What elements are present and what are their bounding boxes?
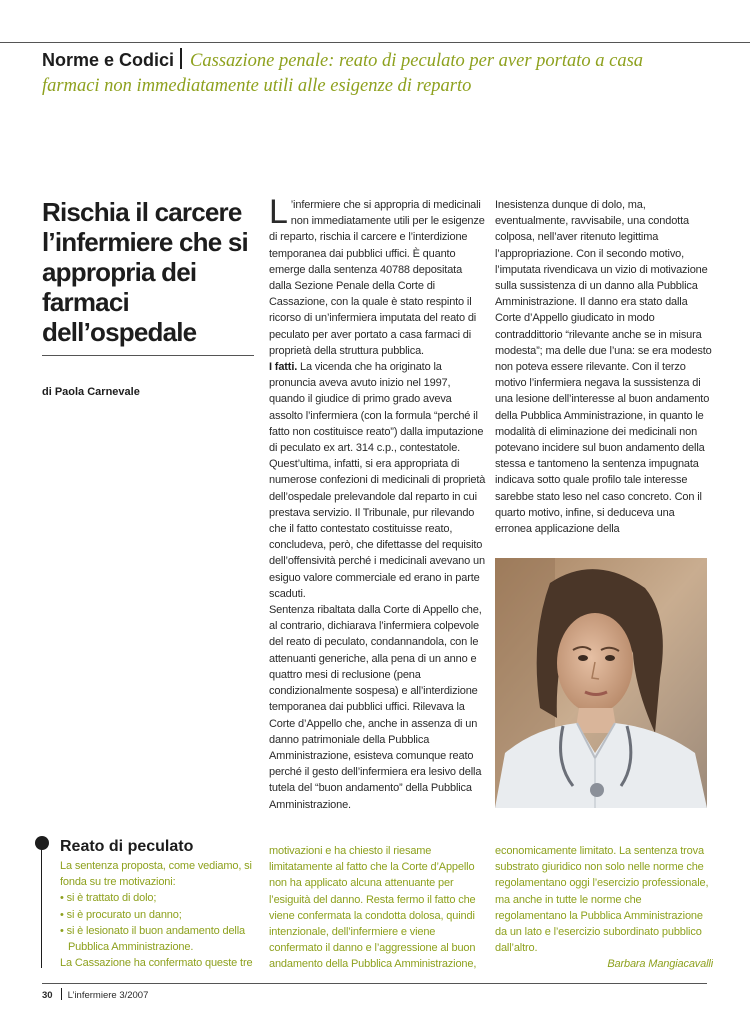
sidebar-column-2 [269, 843, 487, 970]
footer-rule [42, 983, 707, 984]
header-divider [180, 48, 182, 69]
fatti-heading: I fatti. [269, 361, 298, 374]
sidebar-col3-text: economicamente limitato. La sentenza trova substrato giuridico non solo nelle norme che regolamentano oggi l’esercizio professionale, ma anche in tutte le norme che regolamentano la Pubblica Amministrazione da un lato e l’esercizio subordinato pubblico dall’altro. [495, 845, 709, 955]
section-topic: Cassazione penale: reato di peculato per aver portato a casa farmaci non immediatamente utili alle esigenze di reparto [42, 51, 644, 96]
sidebar-column-3 [495, 843, 713, 970]
sidebar-bullet-marker [35, 836, 49, 850]
nurse-photo [495, 558, 707, 808]
page-number: 30 [42, 990, 53, 1001]
title-rule [42, 355, 254, 356]
byline: di Paola Carnevale [42, 386, 140, 398]
sidebar-column-1 [60, 858, 260, 970]
sidebar-title: Reato di peculato [60, 838, 194, 855]
sidebar-list [60, 890, 260, 955]
footer-divider [61, 988, 62, 1000]
page-footer [42, 988, 148, 1001]
section-name: Norme e Codici [42, 50, 175, 70]
sidebar-col2-text: motivazioni e ha chiesto il riesame limitatamente al fatto che la Corte d’Appello non ha applicato alcuna attenuante per l’esiguità del danno. Resta fermo il fatto che viene confermata la condotta dolosa, quindi intenzionale, dell’infermiere e viene confermato il danno e l’aggressione al buon andamento della Pubblica Amministrazione, [269, 845, 477, 970]
paragraph-fatti [269, 359, 487, 602]
article-title: Rischia il carcere l’infermiere che si appropria dei farmaci dell’ospedale [42, 197, 248, 347]
list-item: • si è procurato un danno; [60, 908, 182, 921]
sidebar-intro: La sentenza proposta, come vediamo, si fonda su tre motivazioni: [60, 860, 252, 889]
page-header [42, 48, 692, 99]
article-column-1 [269, 197, 487, 809]
paragraph-intro [269, 197, 487, 359]
paragraph-motivi: Inesistenza dunque di dolo, ma, eventualmente, ravvisabile, una condotta colposa, nell’aver ritenuto legittima l’appropriazione. Con il secondo motivo, l’imputata rivendicava un vizio di motivazione sulla sussistenza di un danno alla Pubblica Amministrazione. Il danno era stato dalla Corte d’Appello giudicato in modo contraddittorio “rilevante anche se in misura modesta”; ma delle due l’una: se era modesto non poteva essere rilevante. Con il terzo motivo l’infermiera negava la sussistenza di una lesione dell’interesse al buon andamento della Pubblica Amministrazione, in quanto le modalità di eliminazione dei medicinali non potevano incidere sul buon andamento della stessa e tantomeno la sentenza impugnata indicava sotto quale profilo tale interesse sarebbe stato leso nel caso concreto. Con il quarto motivo, infine, si deduceva una erronea applicazione della [495, 199, 712, 536]
sidebar-rule [41, 848, 42, 968]
list-item: • si è trattato di dolo; [60, 892, 157, 905]
sidebar-col1-end: La Cassazione ha confermato queste tre [60, 957, 253, 970]
list-item: • si è lesionato il buon andamento della Pubblica Amministrazione. [60, 924, 245, 954]
intro-text: ’infermiere che si appropria di medicinali non immediatamente utili per le esigenze di reparto, rischia il carcere e l’interdizione temporanea dai pubblici uffici. È quanto emerge dalla sentenza 40788 depositata dalla Sezione Penale della Corte di Cassazione, con la quale è stato respinto il ricorso di un’infermiera imputata del reato di peculato per aver portato a casa farmaci di proprietà della struttura pubblica. [269, 199, 485, 357]
publication-name: L’infermiere 3/2007 [67, 990, 149, 1001]
fatti-text: La vicenda che ha originato la pronuncia aveva avuto inizio nel 1997, quando il giudice di primo grado aveva assolto l’infermiera (con la formula “perché il fatto non costituisce reato”) dalla imputazione di peculato ex art. 314 c.p., contestatole. Quest’ultima, infatti, si era appropriata di numerose confezioni di medicinali di proprietà dell’ospedale prelevandole dal reparto in cui prestava servizio. Il Tribunale, pur rilevando che il fatto contestato costituisse reato, concludeva, però, che difettasse del requisito dell’offensività perché i medicinali avevano un esiguo valore commerciale ed erano in parte scaduti. [269, 361, 486, 600]
nurse-photo-illustration [495, 558, 707, 808]
drop-cap: L [269, 197, 288, 231]
sidebar-signature: Barbara Mangiacavalli [607, 958, 713, 970]
paragraph-appello: Sentenza ribaltata dalla Corte di Appello che, al contrario, dichiarava l’infermiera colpevole del reato di peculato, condannandola, con le attenuanti generiche, alla pena di un anno e quattro mesi di reclusione (pena condizionalmente sospesa) e all’interdizione temporanea dai pubblici uffici. Rilevava la Corte d’Appello che, anche in assenza di un danno patrimoniale della Pubblica Amministrazione, esisteva comunque reato perché il gesto dell’infermiera era lesivo della tutela del “buon andamento” della Pubblica Amministrazione. [269, 604, 482, 809]
article-column-2 [495, 197, 713, 547]
header-rule [0, 42, 750, 43]
